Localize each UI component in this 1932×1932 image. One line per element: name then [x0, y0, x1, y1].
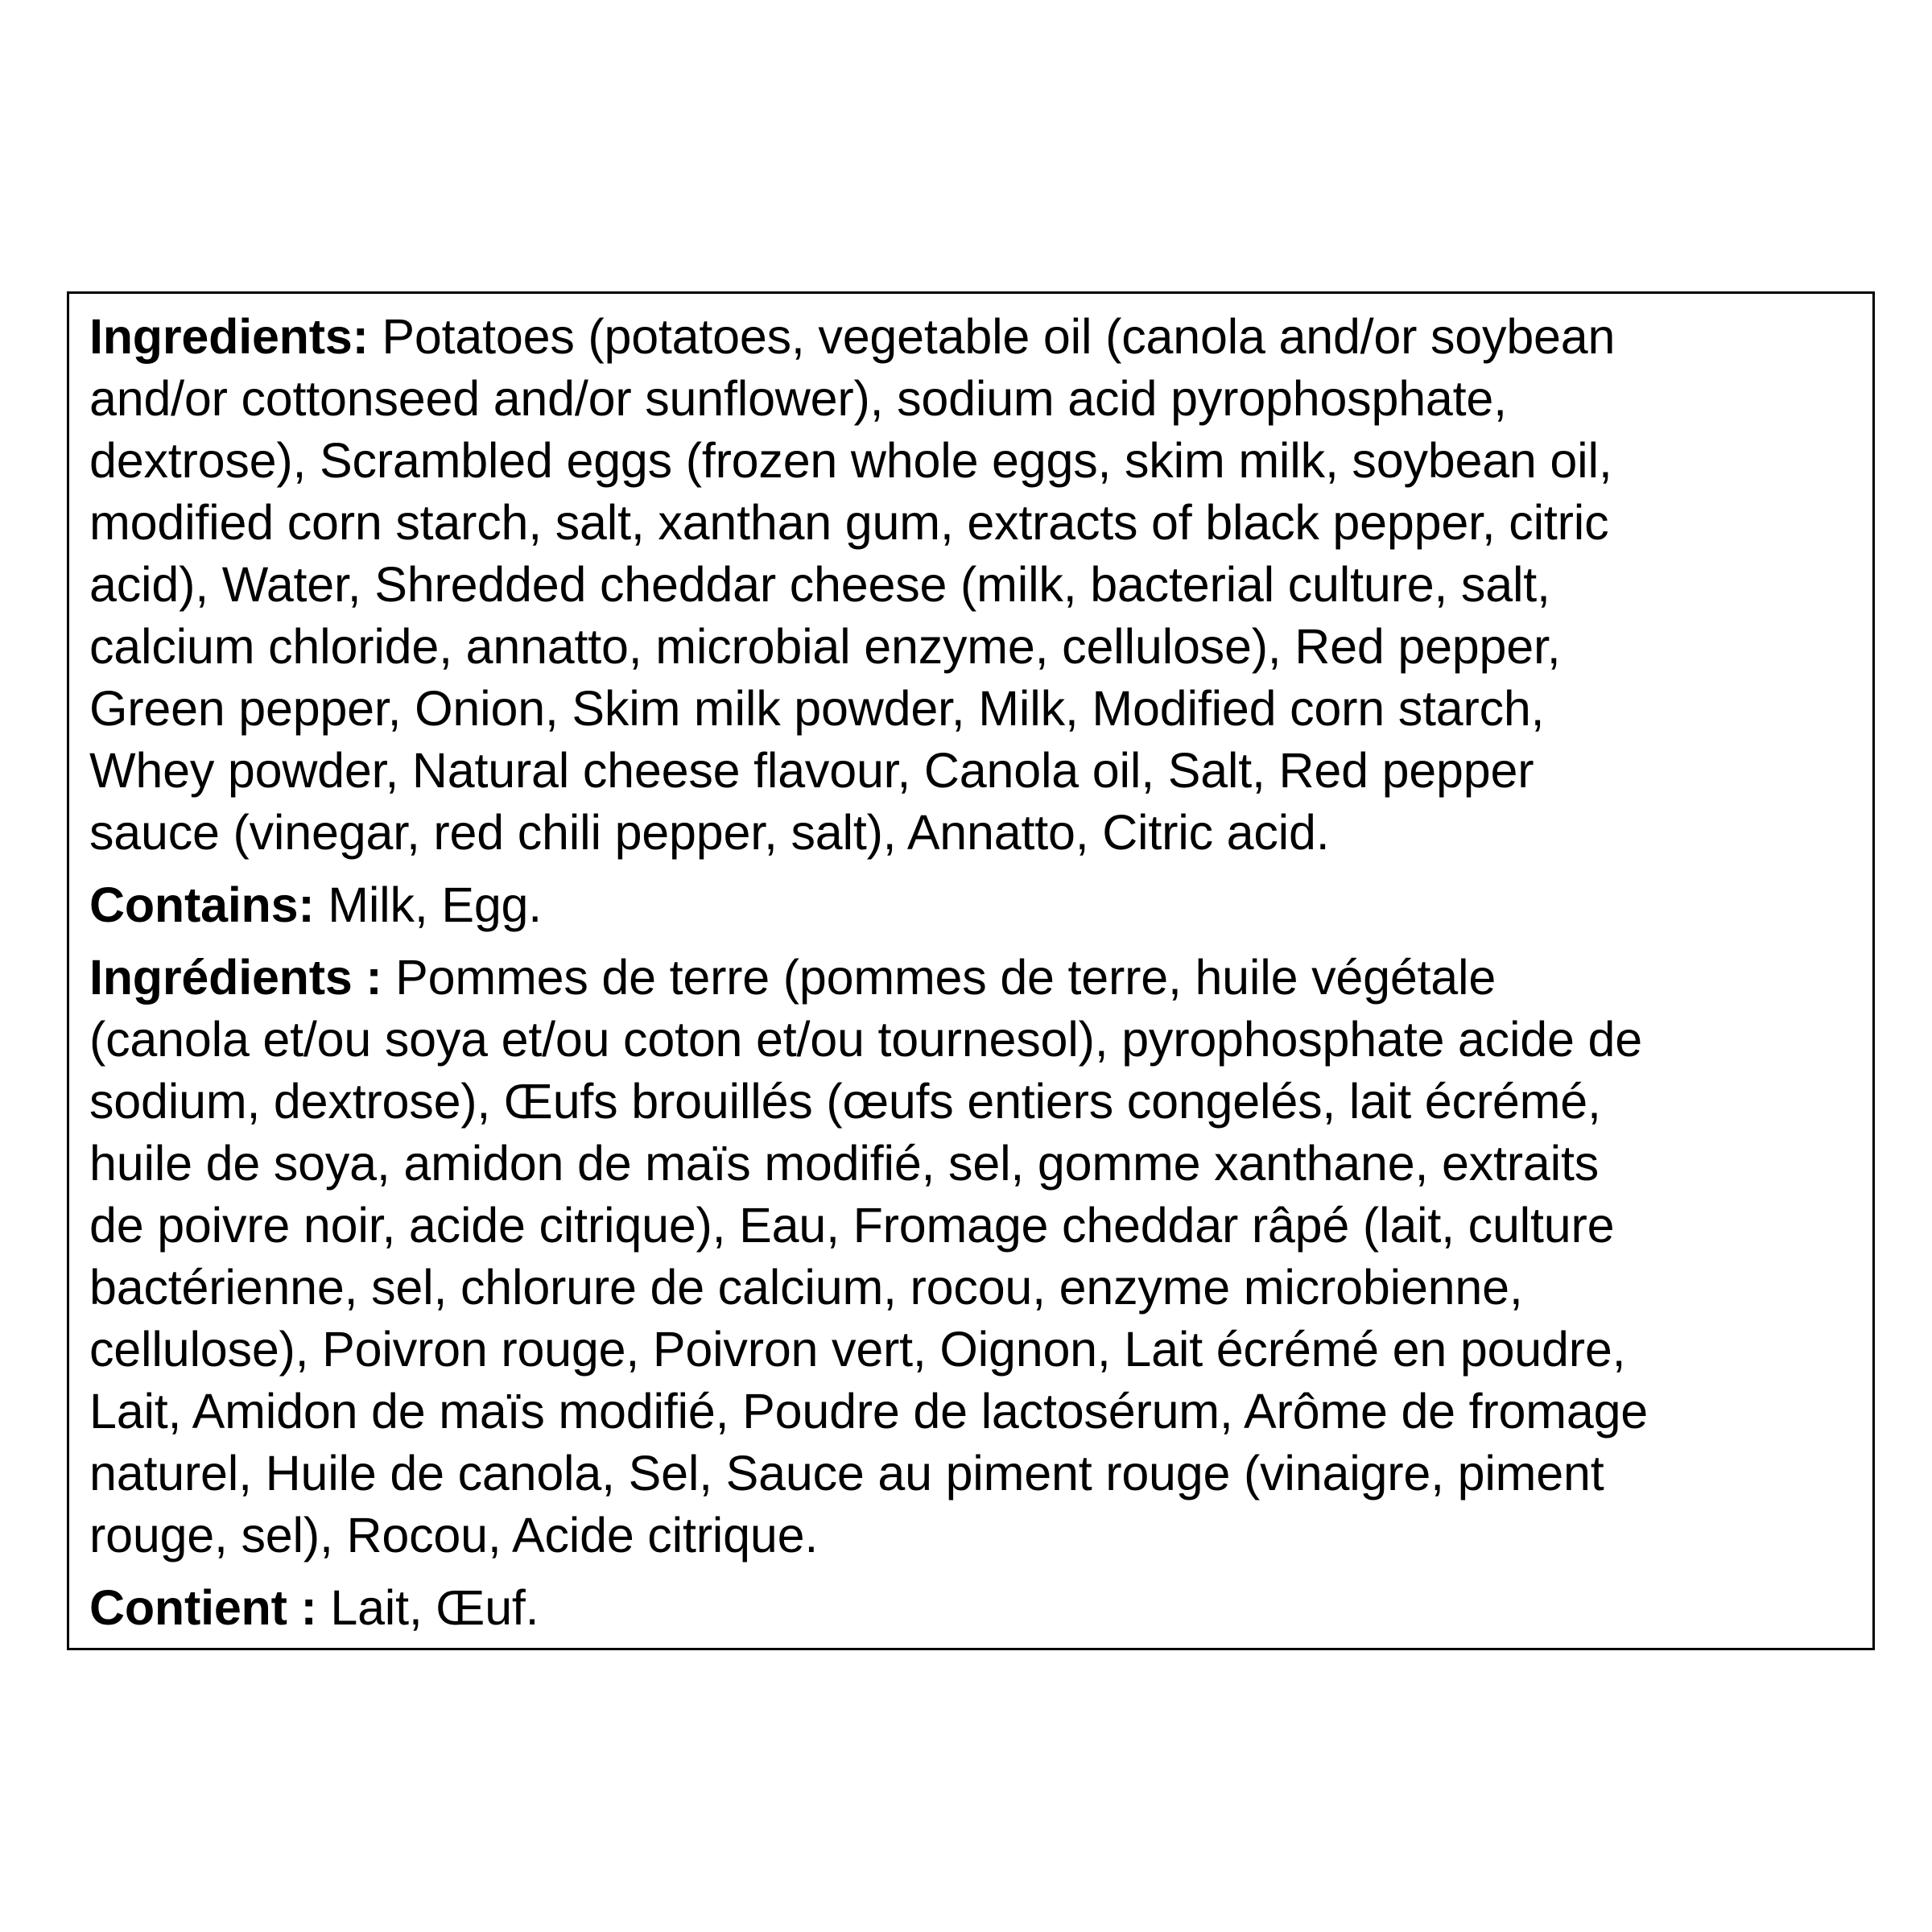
french-ingredients-paragraph — [89, 947, 1852, 1567]
english-ingredients-line: Whey powder, Natural cheese flavour, Canola oil, Salt, Red pepper — [89, 743, 1534, 798]
english-contains-text: Milk, Egg. — [314, 877, 543, 932]
french-ingredients-line: Ingrédients : Pommes de terre (pommes de terre, huile végétale — [89, 950, 1496, 1005]
english-ingredients-paragraph — [89, 306, 1852, 864]
english-ingredients-line: Green pepper, Onion, Skim milk powder, Milk, Modified corn starch, — [89, 681, 1545, 736]
french-ingredients-line: rouge, sel), Rocou, Acide citrique. — [89, 1508, 819, 1563]
french-ingredients-line: (canola et/ou soya et/ou coton et/ou tournesol), pyrophosphate acide de — [89, 1012, 1642, 1067]
french-ingredients-line: Lait, Amidon de maïs modifié, Poudre de lactosérum, Arôme de fromage — [89, 1384, 1649, 1439]
french-contains-heading: Contient : — [89, 1580, 317, 1635]
english-ingredients-line: calcium chloride, annatto, microbial enzyme, cellulose), Red pepper, — [89, 619, 1561, 674]
french-ingredients-line: cellulose), Poivron rouge, Poivron vert, Oignon, Lait écrémé en poudre, — [89, 1322, 1626, 1377]
french-contains-text: Lait, Œuf. — [316, 1580, 539, 1635]
english-contains-heading: Contains: — [89, 877, 315, 932]
english-contains-paragraph — [89, 874, 1852, 936]
french-ingredients-line: bactérienne, sel, chlorure de calcium, rocou, enzyme microbienne, — [89, 1260, 1523, 1315]
french-ingredients-line: de poivre noir, acide citrique), Eau, Fromage cheddar râpé (lait, culture — [89, 1198, 1615, 1253]
french-ingredients-line: naturel, Huile de canola, Sel, Sauce au piment rouge (vinaigre, piment — [89, 1446, 1604, 1501]
english-ingredients-line: and/or cottonseed and/or sunflower), sodium acid pyrophosphate, — [89, 371, 1507, 426]
french-ingredients-line: sodium, dextrose), Œufs brouillés (œufs entiers congelés, lait écrémé, — [89, 1074, 1601, 1129]
english-ingredients-line: acid), Water, Shredded cheddar cheese (milk, bacterial culture, salt, — [89, 557, 1550, 612]
french-contains-paragraph — [89, 1577, 1852, 1639]
english-ingredients-line: sauce (vinegar, red chili pepper, salt), Annatto, Citric acid. — [89, 805, 1330, 860]
english-ingredients-line: Ingredients: Potatoes (potatoes, vegetable oil (canola and/or soybean — [89, 309, 1616, 364]
english-contains-line — [89, 874, 1852, 936]
french-ingredients-line: huile de soya, amidon de maïs modifié, sel, gomme xanthane, extraits — [89, 1136, 1599, 1191]
french-contains-line — [89, 1577, 1852, 1639]
ingredients-label-box — [67, 291, 1875, 1650]
english-ingredients-line: dextrose), Scrambled eggs (frozen whole eggs, skim milk, soybean oil, — [89, 433, 1612, 488]
english-ingredients-heading: Ingredients: — [89, 309, 369, 364]
english-ingredients-line: modified corn starch, salt, xanthan gum, extracts of black pepper, citric — [89, 495, 1609, 550]
french-ingredients-heading: Ingrédients : — [89, 950, 382, 1005]
